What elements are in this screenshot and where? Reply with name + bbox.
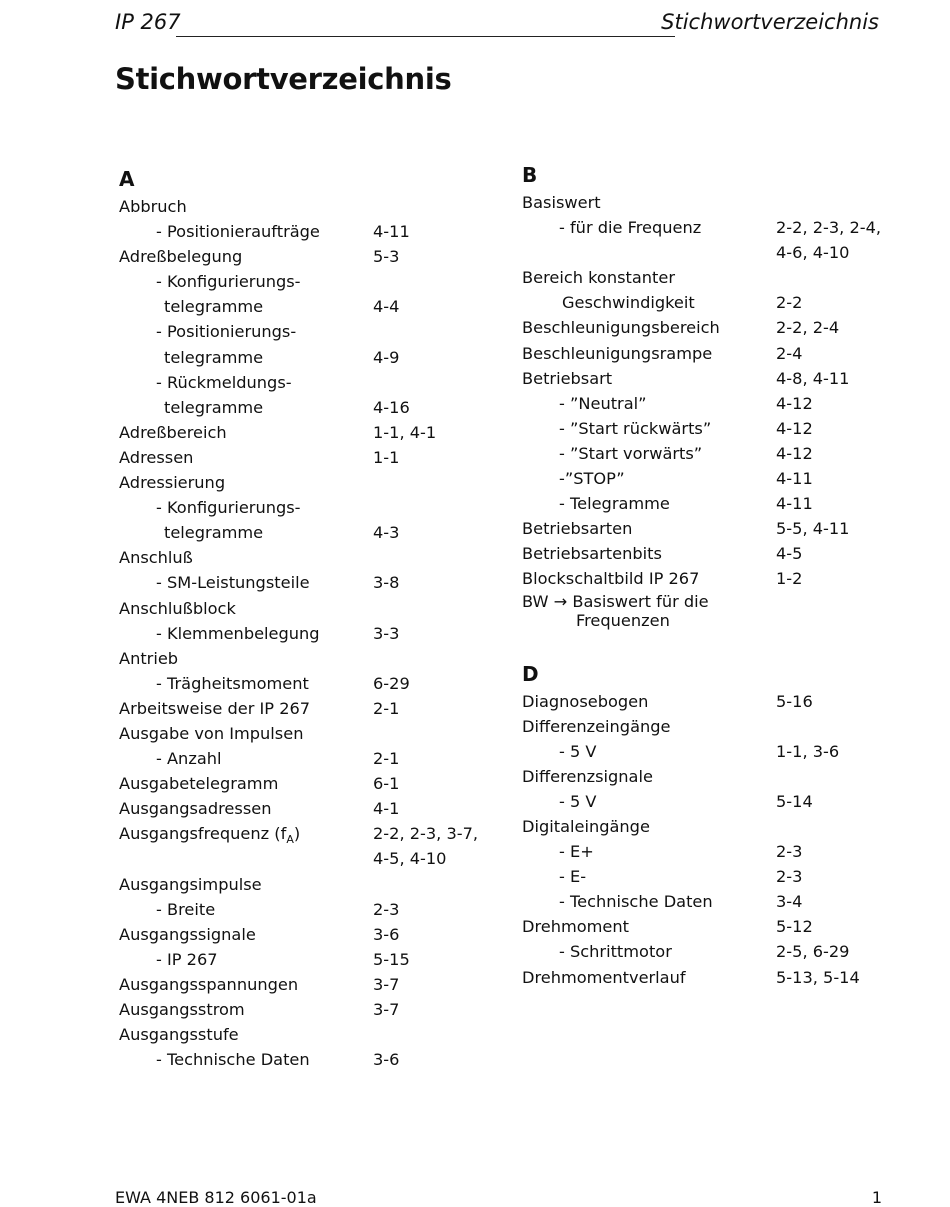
page-ref: 3-4: [776, 892, 803, 912]
index-entry: [522, 265, 922, 315]
index-term: [119, 194, 187, 219]
index-term-line: - Klemmenbelegung: [156, 623, 320, 643]
page-ref: 4-11: [776, 469, 813, 489]
index-term: [522, 566, 699, 591]
index-term-line: Ausgangssignale: [119, 924, 256, 944]
index-term: [522, 190, 601, 215]
index-page-refs: [373, 244, 399, 269]
page-ref: 3-8: [373, 573, 400, 593]
index-subentry: [522, 491, 922, 516]
index-page-refs: [776, 491, 813, 516]
index-term: [522, 265, 695, 315]
page-ref: 2-2, 2-3, 3-7,: [373, 824, 479, 844]
index-term: [156, 746, 222, 771]
index-term-line: - Positionieraufträge: [156, 222, 320, 242]
index-term-line: - 5 V: [559, 791, 597, 811]
page-ref: 2-2, 2-3, 2-4,: [776, 218, 882, 238]
index-subentry: [119, 621, 509, 646]
index-term: [119, 721, 303, 746]
page-ref: 5-14: [776, 791, 813, 811]
index-entry: [522, 714, 922, 739]
index-page-refs: [373, 269, 399, 319]
index-term: [522, 965, 686, 990]
index-page-refs: [373, 420, 436, 445]
index-page-refs: [373, 319, 399, 369]
index-page-refs: [776, 215, 881, 265]
page-ref: 5-12: [776, 917, 813, 937]
index-term: [522, 341, 712, 366]
index-page-refs: [373, 495, 399, 545]
page-ref: 4-1: [373, 799, 400, 819]
index-term-line: - Konfigurierungs-: [156, 272, 301, 292]
page-ref: 4-5, 4-10: [373, 849, 447, 869]
index-entry: [119, 445, 509, 470]
page-ref: 6-29: [373, 673, 410, 693]
index-column-right: [522, 160, 922, 990]
index-term: [119, 997, 245, 1022]
index-term-line: - Anzahl: [156, 749, 222, 769]
header-rule: [176, 36, 675, 37]
index-term-line: Diagnosebogen: [522, 691, 649, 711]
index-term-line: -”STOP”: [559, 469, 625, 489]
index-entry: [522, 566, 922, 591]
index-term-line: Ausgabe von Impulsen: [119, 723, 304, 743]
index-page-refs: [373, 947, 410, 972]
index-page-refs: [776, 416, 813, 441]
page-ref: 2-2: [776, 293, 803, 313]
page-ref: 4-9: [373, 347, 400, 367]
index-entry: [522, 914, 922, 939]
index-page-refs: [776, 839, 802, 864]
index-term: [119, 470, 225, 495]
index-subentry: [522, 391, 922, 416]
index-term: [559, 416, 711, 441]
page-ref: 6-1: [373, 774, 400, 794]
index-page-refs: [776, 739, 839, 764]
index-term: [156, 897, 215, 922]
index-entry: [119, 646, 509, 671]
index-term-line: Bereich konstanter: [522, 268, 676, 288]
page-ref: [373, 495, 399, 520]
page-ref: [373, 370, 410, 395]
index-term: [119, 696, 310, 721]
index-term-line: - E+: [559, 842, 594, 862]
index-term-line: Betriebsart: [522, 368, 613, 388]
page-ref: 4-5: [776, 544, 803, 564]
index-term: [522, 914, 629, 939]
header-doc-id: IP 267: [115, 10, 181, 34]
index-term-line: - Positionierungs-: [156, 322, 297, 342]
index-term-line: Antrieb: [119, 648, 179, 668]
index-term-line: Geschwindigkeit: [562, 293, 695, 313]
page-ref: 4-11: [776, 494, 813, 514]
index-subentry: [522, 839, 922, 864]
index-term: [156, 370, 292, 420]
index-page-refs: [776, 689, 813, 714]
page-ref: 1-1: [373, 447, 400, 467]
index-entry: [522, 764, 922, 789]
index-entry: [119, 972, 509, 997]
index-term: [559, 789, 597, 814]
page-ref: 5-15: [373, 949, 410, 969]
index-term-line: Anschlußblock: [119, 598, 236, 618]
index-term-line: - IP 267: [156, 949, 218, 969]
index-term-line: Ausgangsadressen: [119, 799, 272, 819]
index-term: [559, 466, 625, 491]
index-term: [119, 244, 242, 269]
page-ref: 4-8, 4-11: [776, 368, 850, 388]
index-term: [156, 621, 320, 646]
index-entry: [522, 315, 922, 340]
index-term: [119, 420, 227, 445]
page-ref: 5-13, 5-14: [776, 967, 860, 987]
index-term: [119, 445, 193, 470]
index-page-refs: [373, 746, 399, 771]
header-section-title: Stichwortverzeichnis: [661, 10, 879, 34]
index-term-line: - Technische Daten: [559, 892, 713, 912]
index-entry: [522, 541, 922, 566]
index-term: [559, 441, 702, 466]
index-page-refs: [776, 541, 802, 566]
index-term-line: Betriebsarten: [522, 519, 633, 539]
index-term-line: Digitaleingänge: [522, 816, 650, 836]
index-term-line: telegramme: [164, 397, 264, 417]
page-ref: 2-1: [373, 698, 400, 718]
index-term-line: Ausgangsspannungen: [119, 974, 299, 994]
index-term-line: - SM-Leistungsteile: [156, 573, 310, 593]
index-entry: [119, 922, 509, 947]
index-term: [119, 771, 278, 796]
index-subentry: [522, 739, 922, 764]
index-term: [522, 516, 632, 541]
index-entry: [119, 821, 509, 871]
index-page-refs: [373, 219, 410, 244]
index-term: [559, 491, 670, 516]
index-term: [119, 596, 236, 621]
index-entry: [119, 244, 509, 269]
index-page-refs: [776, 466, 813, 491]
index-term-line: Ausgangsimpulse: [119, 874, 262, 894]
index-term: [559, 739, 597, 764]
footer-doc-number: EWA 4NEB 812 6061-01a: [115, 1188, 317, 1207]
index-subentry: [522, 466, 922, 491]
page-ref: 2-5, 6-29: [776, 942, 850, 962]
index-term: [156, 495, 301, 545]
index-term-line: Ausgangsstufe: [119, 1025, 239, 1045]
index-term-line: Adreßbelegung: [119, 247, 243, 267]
page-ref: 2-2, 2-4: [776, 318, 840, 338]
index-term-line: - Schrittmotor: [559, 942, 672, 962]
index-term-line: Frequenzen: [576, 610, 670, 630]
page-ref: 2-1: [373, 749, 400, 769]
page-ref: 1-2: [776, 569, 803, 589]
index-term-line: Beschleunigungsbereich: [522, 318, 720, 338]
page-ref: 5-16: [776, 691, 813, 711]
index-page-refs: [373, 1047, 399, 1072]
index-subentry: [119, 947, 509, 972]
page-ref: 5-5, 4-11: [776, 519, 850, 539]
index-term-line: Drehmomentverlauf: [522, 967, 686, 987]
index-entry: [522, 516, 922, 541]
index-term-line: - E-: [559, 867, 587, 887]
page-ref: 2-3: [373, 899, 400, 919]
index-subentry: [119, 746, 509, 771]
page-ref: 2-4: [776, 343, 803, 363]
page-ref: 2-3: [776, 867, 803, 887]
index-term: [119, 821, 300, 846]
index-page-refs: [373, 821, 478, 871]
index-page-refs: [373, 796, 399, 821]
index-entry: [119, 596, 509, 621]
index-page-refs: [776, 789, 813, 814]
index-entry: [522, 689, 922, 714]
index-term-line: BW → Basiswert für die: [522, 591, 709, 611]
index-term-line: Anschluß: [119, 548, 193, 568]
index-subentry: [522, 441, 922, 466]
index-page-refs: [776, 864, 802, 889]
index-term-line: Ausgabetelegramm: [119, 774, 279, 794]
index-term: [522, 714, 671, 739]
index-subentry: [119, 671, 509, 696]
index-term-line: Basiswert: [522, 193, 601, 212]
index-term: [119, 545, 193, 570]
page-ref: 3-3: [373, 623, 400, 643]
index-entry: [522, 814, 922, 839]
index-term-line: telegramme: [164, 347, 264, 367]
page-ref: 2-3: [776, 842, 803, 862]
index-term: [119, 872, 262, 897]
index-term: [156, 219, 320, 244]
page-ref: [776, 265, 802, 290]
page-ref: [373, 319, 399, 344]
index-term-line: Adressierung: [119, 473, 226, 493]
index-term-line: Differenzeingänge: [522, 716, 671, 736]
index-term: [119, 922, 256, 947]
index-subentry: [119, 219, 509, 244]
section-letter-d: D: [522, 661, 539, 686]
index-page-refs: [776, 889, 802, 914]
index-term: [559, 889, 713, 914]
page-number: 1: [871, 1188, 882, 1207]
index-term: [156, 671, 309, 696]
index-page-refs: [373, 922, 399, 947]
index-entry: [522, 366, 922, 391]
index-page-refs: [373, 972, 399, 997]
index-term-line: telegramme: [164, 523, 264, 543]
index-page-refs: [373, 897, 399, 922]
index-column-left: [119, 164, 509, 1072]
index-subentry: [522, 864, 922, 889]
index-subentry: [119, 319, 509, 369]
index-entry: [119, 194, 509, 219]
index-term-line: Ausgangsfrequenz $(f_A)$: [119, 824, 301, 847]
index-page-refs: [776, 341, 802, 366]
index-term: [156, 269, 301, 319]
index-page-refs: [373, 621, 399, 646]
index-term-line: Abbruch: [119, 197, 187, 216]
index-term-line: Blockschaltbild IP 267: [522, 569, 700, 589]
index-entry: [119, 545, 509, 570]
index-page-refs: [776, 965, 860, 990]
index-term-line: - ”Neutral”: [559, 393, 647, 413]
index-term: [559, 391, 647, 416]
index-subentry: [522, 889, 922, 914]
index-page-refs: [373, 997, 399, 1022]
index-subentry: [522, 416, 922, 441]
index-entry: [522, 190, 922, 215]
index-term: [522, 541, 662, 566]
page-ref: 4-4: [373, 297, 400, 317]
index-term: [559, 864, 586, 889]
index-term-line: - Telegramme: [559, 494, 670, 514]
index-page-refs: [776, 914, 813, 939]
index-page-refs: [373, 445, 399, 470]
page-ref: 4-12: [776, 393, 813, 413]
index-entry: [522, 592, 922, 637]
index-term: [119, 646, 178, 671]
index-page-refs: [373, 696, 399, 721]
index-term-line: Adressen: [119, 447, 194, 467]
index-term: [559, 939, 672, 964]
index-entry: [119, 771, 509, 796]
index-term: [119, 796, 271, 821]
index-term: [522, 592, 709, 632]
index-term-line: - 5 V: [559, 741, 597, 761]
index-term-line: Beschleunigungsrampe: [522, 343, 713, 363]
index-entry: [119, 721, 509, 746]
page-ref: 3-6: [373, 1050, 400, 1070]
index-subentry: [522, 789, 922, 814]
page-ref: 5-3: [373, 247, 400, 267]
index-term-line: - ”Start vorwärts”: [559, 443, 703, 463]
index-term: [156, 319, 296, 369]
index-subentry: [119, 570, 509, 595]
index-term-line: Betriebsartenbits: [522, 544, 662, 564]
index-page-refs: [373, 570, 399, 595]
page-ref: 1-1, 3-6: [776, 741, 840, 761]
index-page-refs: [373, 370, 410, 420]
index-entry: [119, 997, 509, 1022]
index-term-line: - Technische Daten: [156, 1050, 310, 1070]
index-page-refs: [776, 939, 849, 964]
page-title: Stichwortverzeichnis: [115, 62, 452, 96]
index-term: [522, 764, 653, 789]
index-page-refs: [776, 566, 802, 591]
index-entry: [119, 872, 509, 897]
index-entry: [119, 696, 509, 721]
index-term-line: Adreßbereich: [119, 422, 227, 442]
index-page-refs: [776, 265, 802, 315]
index-subentry: [119, 495, 509, 545]
page-ref: 4-3: [373, 523, 400, 543]
page-ref: 4-16: [373, 397, 410, 417]
index-term-line: Ausgangsstrom: [119, 1000, 245, 1019]
index-term-line: Differenzsignale: [522, 766, 653, 786]
index-subentry: [119, 370, 509, 420]
index-term: [119, 1022, 239, 1047]
page-ref: [373, 269, 399, 294]
section-letter-b: B: [522, 163, 538, 187]
page-ref: 4-12: [776, 443, 813, 463]
index-term-line: Arbeitsweise der IP 267: [119, 698, 311, 718]
index-term-line: - Trägheitsmoment: [156, 673, 309, 693]
index-page-refs: [776, 315, 839, 340]
index-term: [156, 1047, 310, 1072]
index-term: [156, 947, 218, 972]
index-subentry: [119, 897, 509, 922]
index-term: [522, 366, 612, 391]
index-term: [559, 215, 701, 240]
index-term-line: - ”Start rückwärts”: [559, 418, 712, 438]
index-term: [156, 570, 310, 595]
index-page-refs: [373, 671, 410, 696]
index-term-line: Drehmoment: [522, 917, 629, 937]
page-ref: 1-1, 4-1: [373, 422, 437, 442]
index-term-line: - Breite: [156, 899, 216, 919]
index-entry: [119, 420, 509, 445]
index-term: [559, 839, 594, 864]
index-subentry: [119, 1047, 509, 1072]
page-ref: 3-7: [373, 974, 400, 994]
index-page-refs: [776, 441, 813, 466]
page-ref: 3-6: [373, 924, 400, 944]
page-ref: 4-6, 4-10: [776, 243, 850, 263]
index-term-line: - Konfigurierungs-: [156, 498, 301, 518]
index-entry: [119, 470, 509, 495]
index-subentry: [119, 269, 509, 319]
index-entry: [119, 796, 509, 821]
page-ref: 4-12: [776, 418, 813, 438]
index-term: [119, 972, 298, 997]
section-letter-a: A: [119, 167, 135, 191]
index-page-refs: [776, 516, 849, 541]
index-entry: [119, 1022, 509, 1047]
index-page-refs: [776, 366, 849, 391]
index-term: [522, 814, 650, 839]
index-term: [522, 689, 648, 714]
index-subentry: [522, 215, 922, 265]
index-term: [522, 315, 720, 340]
index-page-refs: [776, 391, 813, 416]
index-subentry: [522, 939, 922, 964]
index-term-line: - für die Frequenz: [559, 218, 702, 238]
index-entry: [522, 965, 922, 990]
page-ref: 4-11: [373, 222, 410, 242]
index-entry: [522, 341, 922, 366]
page-ref: 3-7: [373, 1000, 400, 1019]
index-term-line: telegramme: [164, 297, 264, 317]
index-page-refs: [373, 771, 399, 796]
index-term-line: - Rückmeldungs-: [156, 372, 292, 392]
